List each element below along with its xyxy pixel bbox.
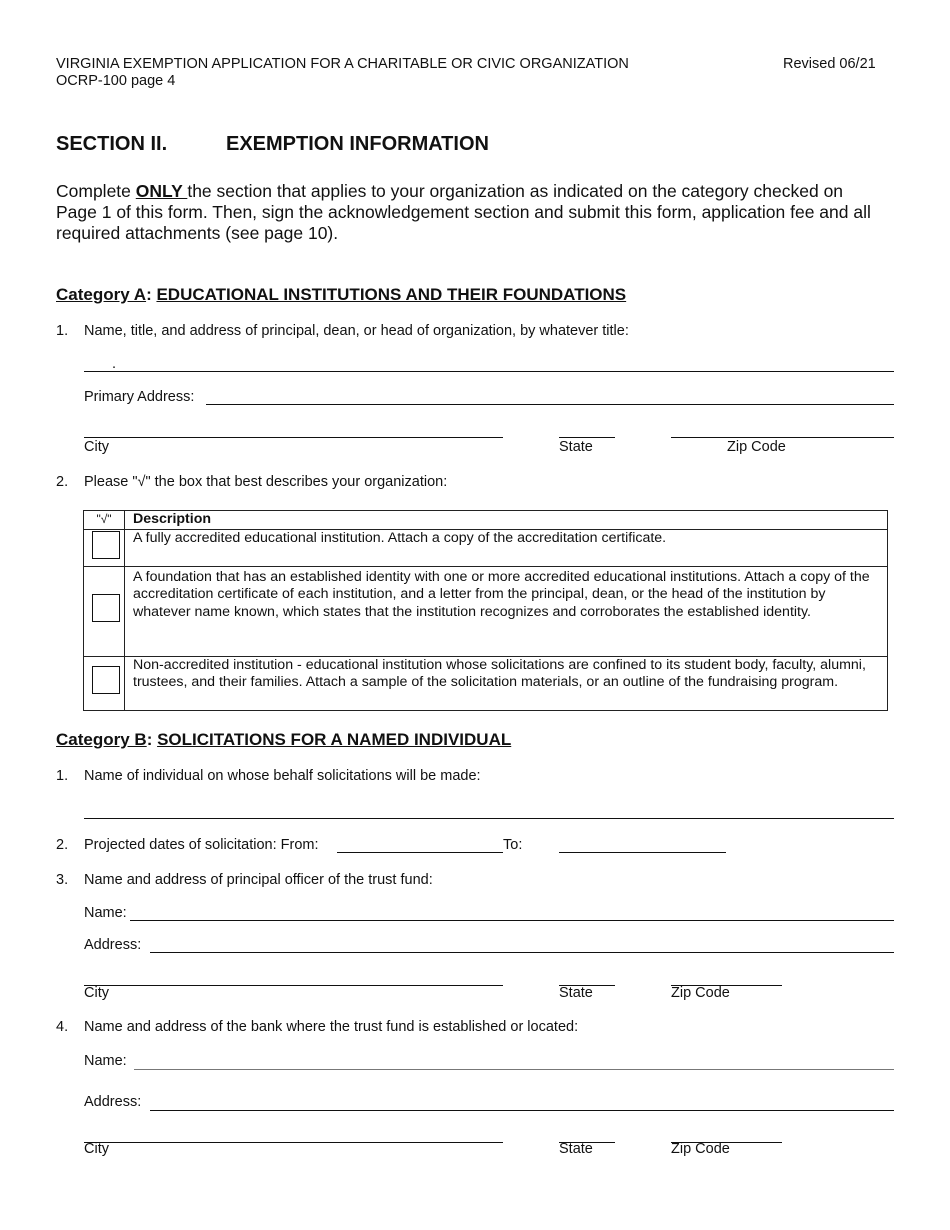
intro-post: the section that applies to your organization as indicated on the category checked on Page 1 of this form. Then, sign the acknowledgement section and submit this form, application fee and all required attachments (see page 10). — [56, 181, 871, 243]
intro-paragraph — [56, 181, 886, 244]
individual-name-field[interactable] — [84, 818, 894, 819]
bank-name-label: Name: — [84, 1053, 127, 1069]
section-number: SECTION II. — [56, 133, 168, 155]
date-from-field[interactable] — [337, 852, 503, 853]
bank-name-field[interactable] — [134, 1069, 894, 1070]
accredited-institution-checkbox[interactable] — [92, 531, 120, 559]
category-b-label: Category B — [56, 730, 147, 749]
category-a-title: EDUCATIONAL INSTITUTIONS AND THEIR FOUNDATIONS — [156, 285, 627, 304]
category-b-heading — [56, 730, 511, 750]
table-row — [84, 566, 888, 656]
bank-address-field[interactable] — [150, 1110, 894, 1111]
city-label-b4: City — [84, 1141, 109, 1157]
city-field-a[interactable] — [84, 437, 503, 438]
question-a1-number: 1. — [56, 323, 69, 339]
question-b3-number: 3. — [56, 872, 69, 888]
question-b1-number: 1. — [56, 768, 69, 784]
question-b1-text: Name of individual on whose behalf solicitations will be made: — [84, 768, 481, 784]
principal-name-field[interactable] — [84, 371, 894, 372]
checkbox-cell — [84, 566, 125, 656]
option-description: Non-accredited institution - educational institution whose solicitations are confined to its student body, faculty, alumni, trustees, and their families. Attach a sample of the solicitation materials, or an outline of the fundraising program. — [125, 656, 888, 710]
question-b3-text: Name and address of principal officer of the trust fund: — [84, 872, 433, 888]
city-field-b4[interactable] — [84, 1142, 503, 1143]
zip-label-b3: Zip Code — [671, 985, 730, 1001]
officer-name-label: Name: — [84, 905, 127, 921]
description-column-header: Description — [125, 511, 888, 530]
primary-address-label: Primary Address: — [84, 389, 195, 405]
non-accredited-checkbox[interactable] — [92, 666, 120, 694]
intro-pre: Complete — [56, 181, 136, 201]
category-a-label: Category A — [56, 285, 147, 304]
zip-label-b4: Zip Code — [671, 1141, 730, 1157]
form-page-number: OCRP-100 page 4 — [56, 73, 176, 89]
category-a-colon: : — [146, 285, 157, 304]
state-label-a: State — [559, 439, 593, 455]
category-b-colon: : — [146, 730, 158, 749]
date-to-field[interactable] — [559, 852, 726, 853]
question-a2-text: Please "√" the box that best describes your organization: — [84, 474, 448, 490]
option-description: A fully accredited educational institution. Attach a copy of the accreditation certificate. — [125, 529, 888, 566]
officer-name-field[interactable] — [130, 920, 894, 921]
city-label-b3: City — [84, 985, 109, 1001]
state-label-b4: State — [559, 1141, 593, 1157]
organization-type-table — [83, 510, 888, 711]
intro-emphasis: ONLY — [135, 181, 188, 201]
category-a-heading — [56, 285, 626, 305]
name-line-dot: . — [112, 356, 117, 372]
question-b2-number: 2. — [56, 837, 69, 853]
state-label-b3: State — [559, 985, 593, 1001]
table-header-row — [84, 511, 888, 530]
primary-address-field[interactable] — [206, 404, 894, 405]
option-description: A foundation that has an established identity with one or more accredited educational institutions. Attach a copy of the accreditation certificate of each institution, and a letter from the principal, dean, or the head of the institution by whatever name known, which states that the institution recognizes and corroborates the established identity. — [125, 566, 888, 656]
officer-address-field[interactable] — [150, 952, 894, 953]
zip-label-a: Zip Code — [727, 439, 786, 455]
table-row — [84, 529, 888, 566]
section-title: EXEMPTION INFORMATION — [226, 133, 489, 155]
question-a2-number: 2. — [56, 474, 69, 490]
foundation-checkbox[interactable] — [92, 594, 120, 622]
bank-address-label: Address: — [84, 1094, 142, 1110]
revised-date: Revised 06/21 — [783, 56, 876, 72]
question-b4-number: 4. — [56, 1019, 69, 1035]
table-row — [84, 656, 888, 710]
checkbox-cell — [84, 656, 125, 710]
question-b2-text: Projected dates of solicitation: From: — [84, 837, 319, 853]
city-field-b3[interactable] — [84, 985, 503, 986]
question-a1-text: Name, title, and address of principal, dean, or head of organization, by whatever title: — [84, 323, 629, 339]
city-label-a: City — [84, 439, 109, 455]
date-to-label: To: — [503, 837, 523, 853]
question-b4-text: Name and address of the bank where the trust fund is established or located: — [84, 1019, 579, 1035]
zip-field-a[interactable] — [671, 437, 894, 438]
state-field-a[interactable] — [559, 437, 615, 438]
form-title: VIRGINIA EXEMPTION APPLICATION FOR A CHARITABLE OR CIVIC ORGANIZATION — [56, 56, 629, 72]
check-column-header: "√" — [84, 511, 125, 530]
category-b-title: SOLICITATIONS FOR A NAMED INDIVIDUAL — [157, 730, 512, 749]
checkbox-cell — [84, 529, 125, 566]
officer-address-label: Address: — [84, 937, 142, 953]
